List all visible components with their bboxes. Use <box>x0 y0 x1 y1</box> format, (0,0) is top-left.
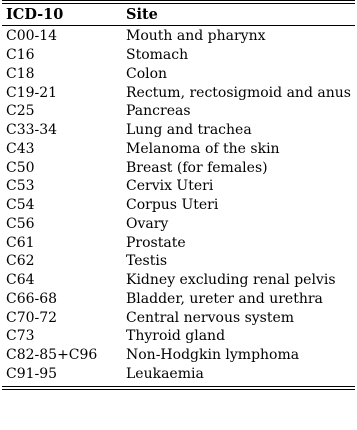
icd10-code-cell: C70-72 <box>6 309 58 326</box>
table-row <box>2 346 355 365</box>
table-row <box>2 46 355 65</box>
icd10-code-cell: C50 <box>6 159 35 176</box>
site-cell: Colon <box>126 65 168 82</box>
table-row <box>2 271 355 290</box>
site-cell: Lung and trachea <box>126 122 252 139</box>
table-row <box>2 327 355 346</box>
table-row <box>2 27 355 46</box>
icd10-code-cell: C25 <box>6 103 35 120</box>
table-row <box>2 140 355 159</box>
table-row <box>2 290 355 309</box>
site-cell: Rectum, rectosigmoid and anus <box>126 84 351 101</box>
icd10-code-cell: C19-21 <box>6 84 58 101</box>
table-row <box>2 365 355 384</box>
site-cell: Prostate <box>126 234 186 251</box>
site-cell: Corpus Uteri <box>126 197 219 214</box>
table-row <box>2 196 355 215</box>
icd10-code-cell: C33-34 <box>6 122 58 139</box>
icd10-code-cell: C66-68 <box>6 290 58 307</box>
site-cell: Breast (for females) <box>126 159 268 176</box>
table-row <box>2 177 355 196</box>
table-row <box>2 121 355 140</box>
table-row <box>2 83 355 102</box>
table-row <box>2 102 355 121</box>
table-header-row <box>2 4 355 25</box>
table-body <box>2 26 355 386</box>
icd10-code-cell: C00-14 <box>6 28 58 45</box>
site-cell: Testis <box>126 253 168 270</box>
bottom-rule-2 <box>2 389 355 390</box>
icd10-code-cell: C43 <box>6 140 35 157</box>
site-cell: Melanoma of the skin <box>126 140 280 157</box>
top-rule-1 <box>2 0 355 1</box>
icd10-code-cell: C82-85+C96 <box>6 347 98 364</box>
icd10-site-table <box>2 0 355 390</box>
table-row <box>2 158 355 177</box>
site-cell: Mouth and pharynx <box>126 28 266 45</box>
header-icd10: ICD-10 <box>6 6 64 23</box>
icd10-code-cell: C18 <box>6 65 35 82</box>
site-cell: Central nervous system <box>126 309 295 326</box>
table-row <box>2 233 355 252</box>
site-cell: Bladder, ureter and urethra <box>126 290 323 307</box>
icd10-code-cell: C54 <box>6 197 35 214</box>
site-cell: Ovary <box>126 215 169 232</box>
table-row <box>2 65 355 84</box>
icd10-code-cell: C91-95 <box>6 365 58 382</box>
icd10-code-cell: C62 <box>6 253 35 270</box>
icd10-code-cell: C64 <box>6 272 35 289</box>
table-row <box>2 215 355 234</box>
site-cell: Pancreas <box>126 103 191 120</box>
icd10-code-cell: C56 <box>6 215 35 232</box>
site-cell: Leukaemia <box>126 365 204 382</box>
icd10-code-cell: C61 <box>6 234 35 251</box>
bottom-rule-1 <box>2 386 355 387</box>
icd10-code-cell: C73 <box>6 328 35 345</box>
header-site: Site <box>126 6 158 23</box>
site-cell: Cervix Uteri <box>126 178 214 195</box>
site-cell: Thyroid gland <box>126 328 226 345</box>
table-row <box>2 252 355 271</box>
site-cell: Kidney excluding renal pelvis <box>126 272 336 289</box>
icd10-code-cell: C16 <box>6 47 35 64</box>
table-row <box>2 308 355 327</box>
site-cell: Non-Hodgkin lymphoma <box>126 347 300 364</box>
site-cell: Stomach <box>126 47 189 64</box>
icd10-code-cell: C53 <box>6 178 35 195</box>
